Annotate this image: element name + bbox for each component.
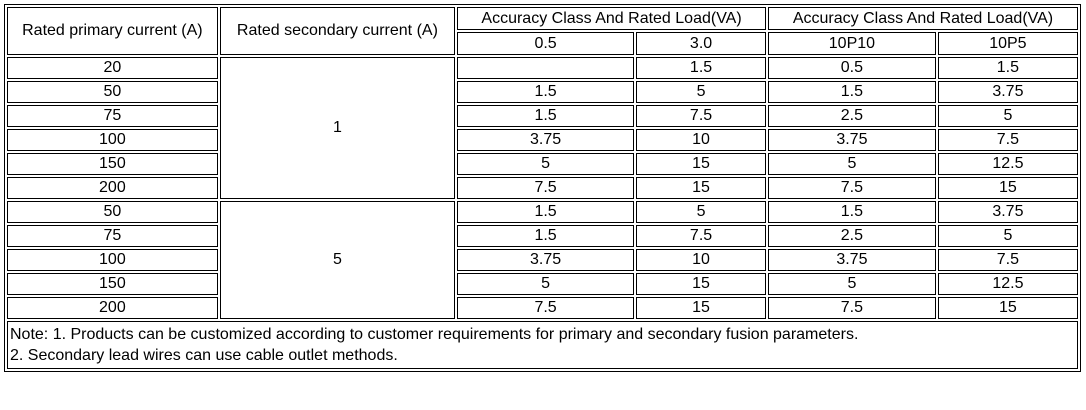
class-3-0-cell: 15 [636,177,766,199]
secondary-current-cell: 1 [220,57,455,199]
class-10p5-cell: 3.75 [938,201,1078,223]
class-10p5-cell: 12.5 [938,273,1078,295]
note-cell [7,321,1078,369]
primary-current-cell: 75 [7,225,218,247]
class-10p5-cell: 12.5 [938,153,1078,175]
class-0-5-cell: 3.75 [457,249,634,271]
class-0-5-cell: 7.5 [457,177,634,199]
class-3-0-cell: 5 [636,201,766,223]
header-class-10p10: 10P10 [768,32,936,55]
table-row [7,153,1078,175]
table-row [7,81,1078,103]
header-class-3-0: 3.0 [636,32,766,55]
class-10p10-cell: 3.75 [768,249,936,271]
table-row [7,177,1078,199]
class-10p5-cell: 7.5 [938,249,1078,271]
class-0-5-cell [457,57,634,79]
primary-current-cell: 200 [7,297,218,319]
class-3-0-cell: 5 [636,81,766,103]
class-10p5-cell: 1.5 [938,57,1078,79]
class-10p10-cell: 2.5 [768,105,936,127]
class-10p10-cell: 2.5 [768,225,936,247]
class-10p10-cell: 3.75 [768,129,936,151]
class-10p5-cell: 15 [938,297,1078,319]
class-10p5-cell: 5 [938,105,1078,127]
note-line-2: 2. Secondary lead wires can use cable outlet methods. [10,347,398,364]
class-3-0-cell: 15 [636,297,766,319]
primary-current-cell: 150 [7,153,218,175]
class-0-5-cell: 1.5 [457,81,634,103]
class-3-0-cell: 10 [636,249,766,271]
class-10p10-cell: 0.5 [768,57,936,79]
class-3-0-cell: 10 [636,129,766,151]
header-secondary-current: Rated secondary current (A) [220,7,455,55]
table-row [7,201,1078,223]
primary-current-cell: 50 [7,201,218,223]
class-10p5-cell: 7.5 [938,129,1078,151]
table-row [7,105,1078,127]
note-row [7,321,1078,369]
table-row [7,249,1078,271]
class-10p10-cell: 1.5 [768,81,936,103]
secondary-current-cell: 5 [220,201,455,319]
table-row [7,225,1078,247]
class-0-5-cell: 1.5 [457,105,634,127]
class-0-5-cell: 5 [457,153,634,175]
primary-current-cell: 20 [7,57,218,79]
class-10p10-cell: 7.5 [768,297,936,319]
header-class-10p5: 10P5 [938,32,1078,55]
rated-load-table [4,4,1081,372]
class-10p5-cell: 5 [938,225,1078,247]
class-0-5-cell: 5 [457,273,634,295]
primary-current-cell: 200 [7,177,218,199]
header-row-1 [7,7,1078,30]
header-accuracy-group-1: Accuracy Class And Rated Load(VA) [457,7,766,30]
table-row [7,129,1078,151]
class-10p10-cell: 5 [768,273,936,295]
class-10p5-cell: 3.75 [938,81,1078,103]
class-3-0-cell: 7.5 [636,105,766,127]
class-3-0-cell: 7.5 [636,225,766,247]
primary-current-cell: 150 [7,273,218,295]
class-3-0-cell: 15 [636,273,766,295]
class-0-5-cell: 3.75 [457,129,634,151]
primary-current-cell: 100 [7,249,218,271]
class-10p10-cell: 1.5 [768,201,936,223]
class-0-5-cell: 7.5 [457,297,634,319]
class-10p10-cell: 7.5 [768,177,936,199]
header-primary-current: Rated primary current (A) [7,7,218,55]
class-10p10-cell: 5 [768,153,936,175]
class-3-0-cell: 1.5 [636,57,766,79]
spec-table-container [4,4,1081,372]
note-line-1: Note: 1. Products can be customized according to customer requirements for primary and secondary fusion parameters. [10,326,859,343]
header-class-0-5: 0.5 [457,32,634,55]
class-10p5-cell: 15 [938,177,1078,199]
table-row [7,57,1078,79]
primary-current-cell: 100 [7,129,218,151]
class-0-5-cell: 1.5 [457,201,634,223]
class-3-0-cell: 15 [636,153,766,175]
class-0-5-cell: 1.5 [457,225,634,247]
header-accuracy-group-2: Accuracy Class And Rated Load(VA) [768,7,1078,30]
primary-current-cell: 75 [7,105,218,127]
table-row [7,297,1078,319]
primary-current-cell: 50 [7,81,218,103]
table-row [7,273,1078,295]
